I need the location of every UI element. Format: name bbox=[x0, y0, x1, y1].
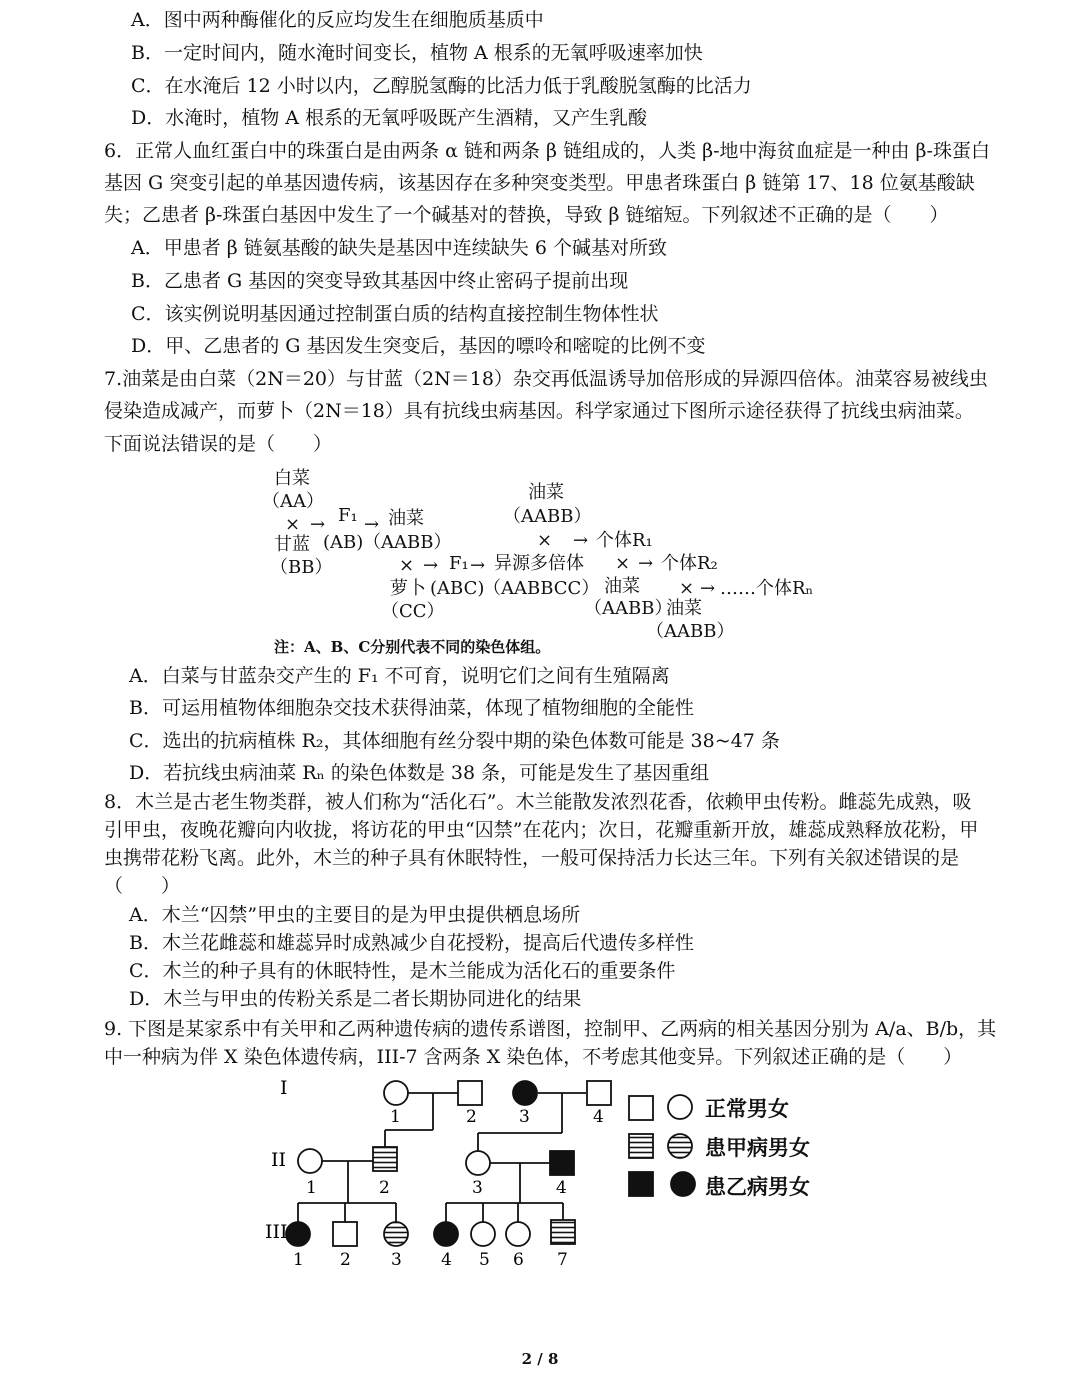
q6-stem-line3: 失；乙患者 β-珠蛋白基因中发生了一个碱基对的替换，导致 β 链缩短。下列叙述不正确的是（ ） bbox=[104, 204, 949, 226]
cross-symbol-2: × bbox=[399, 555, 415, 576]
r1-label: 个体R₁ bbox=[596, 530, 653, 551]
pedigree-ii3-normal-female bbox=[466, 1151, 490, 1175]
diagram-note: 注：A、B、C分别代表不同的染色体组。 bbox=[274, 638, 551, 656]
legend-jia-male bbox=[629, 1134, 653, 1158]
legend-normal-female bbox=[668, 1095, 692, 1119]
num-ii1: 1 bbox=[306, 1178, 317, 1198]
pedigree-ii4-yi-male bbox=[550, 1151, 574, 1175]
q5-option-c: C．在水淹后 12 小时以内，乙醇脱氢酶的比活力低于乳酸脱氢酶的比活力 bbox=[131, 75, 752, 97]
legend-yi-female bbox=[671, 1172, 695, 1196]
ganlan-genome: （BB） bbox=[270, 557, 333, 578]
luobo-label: 萝卜 bbox=[390, 578, 426, 599]
q5-option-d: D．水淹时，植物 A 根系的无氧呼吸既产生酒精，又产生乳酸 bbox=[131, 107, 648, 129]
pedigree-iii6-normal-female bbox=[506, 1222, 530, 1246]
pedigree-i1-normal-female bbox=[384, 1081, 408, 1105]
luobo-genome: （CC） bbox=[381, 601, 445, 622]
youcai-label-4: 油菜 bbox=[666, 598, 702, 619]
pedigree-ii1-normal-female bbox=[298, 1149, 322, 1173]
q6-stem-line2: 基因 G 突变引起的单基因遗传病，该基因存在多种突变类型。甲患者珠蛋白 β 链第 17、18 位氨基酸缺 bbox=[104, 172, 975, 194]
q8-stem-line3: 虫携带花粉飞离。此外，木兰的种子具有休眠特性，一般可保持活力长达三年。下列有关叙述错误的是 bbox=[104, 847, 960, 869]
r2-label: 个体R₂ bbox=[661, 553, 718, 574]
q7-option-c: C．选出的抗病植株 R₂，其体细胞有丝分裂中期的染色体数可能是 38~47 条 bbox=[129, 730, 780, 752]
num-iii7: 7 bbox=[557, 1250, 568, 1270]
pedigree-iii4-yi-female bbox=[434, 1222, 458, 1246]
num-iii5: 5 bbox=[479, 1250, 490, 1270]
pedigree-iii1-yi-female bbox=[286, 1222, 310, 1246]
gen-label-ii: II bbox=[271, 1149, 287, 1171]
q6-option-b: B．乙患者 G 基因的突变导致其基因中终止密码子提前出现 bbox=[131, 270, 629, 292]
arrow-4: → bbox=[470, 555, 486, 576]
q7-stem-line1: 7.油菜是由白菜（2N＝20）与甘蓝（2N＝18）杂交再低温诱导加倍形成的异源四倍体。油菜容易被线虫 bbox=[104, 368, 988, 390]
youcai-label-2: 油菜 bbox=[528, 482, 564, 503]
legend-normal-label: 正常男女 bbox=[705, 1096, 789, 1121]
legend-jia-label: 患甲病男女 bbox=[705, 1135, 810, 1160]
q8-stem-line2: 引甲虫，夜晚花瓣向内收拢，将访花的甲虫“囚禁”在花内；次日，花瓣重新开放，雄蕊成熟释放花粉，甲 bbox=[104, 819, 979, 841]
q6-stem-line1: 6．正常人血红蛋白中的珠蛋白是由两条 α 链和两条 β 链组成的，人类 β-地中海贫血症是一种由 β-珠蛋白 bbox=[104, 140, 990, 162]
legend-yi-label: 患乙病男女 bbox=[705, 1174, 810, 1199]
arrow-r1: → bbox=[573, 530, 589, 551]
youcai-label-3: 油菜 bbox=[604, 576, 640, 597]
arrow-2: → bbox=[364, 514, 380, 535]
q9-stem-line1: 9. 下图是某家系中有关甲和乙两种遗传病的遗传系谱图，控制甲、乙两病的相关基因分别为 A/a、B/b，其 bbox=[104, 1018, 997, 1040]
cross-symbol-3: × bbox=[537, 530, 553, 551]
pedigree-i3-yi-female bbox=[513, 1081, 537, 1105]
aabbcc-genome: （AABBCC） bbox=[483, 578, 600, 599]
gen-label-iii: III bbox=[265, 1221, 288, 1243]
ganlan-label: 甘蓝 bbox=[274, 534, 310, 555]
baicai-label: 白菜 bbox=[274, 468, 310, 489]
arrow-3: → bbox=[423, 555, 439, 576]
num-iii1: 1 bbox=[293, 1250, 304, 1270]
baicai-genome: （AA） bbox=[262, 491, 324, 512]
q8-option-d: D．木兰与甲虫的传粉关系是二者长期协同进化的结果 bbox=[129, 988, 582, 1010]
q6-option-c: C．该实例说明基因通过控制蛋白质的结构直接控制生物体性状 bbox=[131, 303, 659, 325]
num-i2: 2 bbox=[466, 1107, 477, 1127]
num-ii4: 4 bbox=[556, 1178, 567, 1198]
q7-stem-line2: 侵染造成减产，而萝卜（2N＝18）具有抗线虫病基因。科学家通过下图所示途径获得了抗线虫病油菜。 bbox=[104, 400, 974, 422]
cross-symbol-1: × bbox=[285, 514, 301, 535]
arrow-1: → bbox=[310, 514, 326, 535]
pedigree-ii2-jia-male bbox=[373, 1147, 397, 1171]
f1-genome-abc: (ABC) bbox=[430, 578, 485, 599]
pedigree-i2-normal-male bbox=[458, 1081, 482, 1105]
gen-label-i: I bbox=[280, 1077, 288, 1099]
allopolyploid-label: 异源多倍体 bbox=[494, 553, 584, 574]
youcai-genome-3: （AABB） bbox=[584, 598, 673, 619]
q8-option-c: C．木兰的种子具有的休眠特性，是木兰能成为活化石的重要条件 bbox=[129, 960, 676, 982]
q5-option-a: A．图中两种酶催化的反应均发生在细胞质基质中 bbox=[131, 9, 544, 31]
num-i1: 1 bbox=[390, 1107, 401, 1127]
pedigree-iii7-jia-male bbox=[551, 1220, 575, 1244]
q6-option-a: A．甲患者 β 链氨基酸的缺失是基因中连续缺失 6 个碱基对所致 bbox=[131, 237, 667, 259]
q7-option-a: A．白菜与甘蓝杂交产生的 F₁ 不可育，说明它们之间有生殖隔离 bbox=[129, 665, 670, 687]
num-i4: 4 bbox=[593, 1107, 604, 1127]
arrow-r2: → bbox=[638, 553, 654, 574]
legend-normal-male bbox=[629, 1096, 653, 1120]
num-iii2: 2 bbox=[340, 1250, 351, 1270]
f1-label-2: F₁ bbox=[449, 553, 469, 574]
q7-option-d: D．若抗线虫病油菜 Rₙ 的染色体数是 38 条，可能是发生了基因重组 bbox=[129, 762, 710, 784]
pedigree-iii3-jia-female bbox=[384, 1222, 408, 1246]
q9-stem-line2: 中一种病为伴 X 染色体遗传病，III-7 含两条 X 染色体，不考虑其他变异。下列叙述正确的是（ ） bbox=[104, 1046, 963, 1068]
pedigree-i4-normal-male bbox=[587, 1081, 611, 1105]
pedigree-iii5-normal-female bbox=[471, 1222, 495, 1246]
arrow-rn: → bbox=[700, 578, 716, 599]
q6-option-d: D．甲、乙患者的 G 基因发生突变后，基因的嘌呤和嘧啶的比例不变 bbox=[131, 335, 706, 357]
youcai-label-1: 油菜 bbox=[388, 508, 424, 529]
q5-option-b: B．一定时间内，随水淹时间变长，植物 A 根系的无氧呼吸速率加快 bbox=[131, 42, 703, 64]
num-ii3: 3 bbox=[472, 1178, 483, 1198]
rn-label: ……个体Rₙ bbox=[720, 578, 814, 599]
num-iii6: 6 bbox=[513, 1250, 524, 1270]
num-iii3: 3 bbox=[391, 1250, 402, 1270]
youcai-genome-1: （AABB） bbox=[363, 532, 452, 553]
f1-label-1: F₁ bbox=[338, 505, 358, 526]
youcai-genome-4: （AABB） bbox=[646, 621, 735, 642]
q7-option-b: B．可运用植物体细胞杂交技术获得油菜，体现了植物细胞的全能性 bbox=[129, 697, 694, 719]
f1-genome-ab: (AB) bbox=[323, 532, 364, 553]
youcai-genome-2: （AABB） bbox=[503, 506, 592, 527]
q8-option-b: B．木兰花雌蕊和雄蕊异时成熟减少自花授粉，提高后代遗传多样性 bbox=[129, 932, 694, 954]
q7-stem-line3: 下面说法错误的是（ ） bbox=[104, 433, 333, 455]
num-ii2: 2 bbox=[379, 1178, 390, 1198]
legend-jia-female bbox=[668, 1134, 692, 1158]
cross-symbol-5: × bbox=[679, 578, 695, 599]
q8-stem-line1: 8．木兰是古老生物类群，被人们称为“活化石”。木兰能散发浓烈花香，依赖甲虫传粉。雌蕊先成熟，吸 bbox=[104, 791, 972, 813]
cross-symbol-4: × bbox=[615, 553, 631, 574]
pedigree-iii2-normal-male bbox=[333, 1222, 357, 1246]
q8-stem-line4: （ ） bbox=[104, 875, 181, 897]
page-number: 2 / 8 bbox=[521, 1350, 559, 1368]
legend-yi-male bbox=[629, 1172, 653, 1196]
num-i3: 3 bbox=[519, 1107, 530, 1127]
num-iii4: 4 bbox=[441, 1250, 452, 1270]
q8-option-a: A．木兰“囚禁”甲虫的主要目的是为甲虫提供栖息场所 bbox=[129, 904, 581, 926]
